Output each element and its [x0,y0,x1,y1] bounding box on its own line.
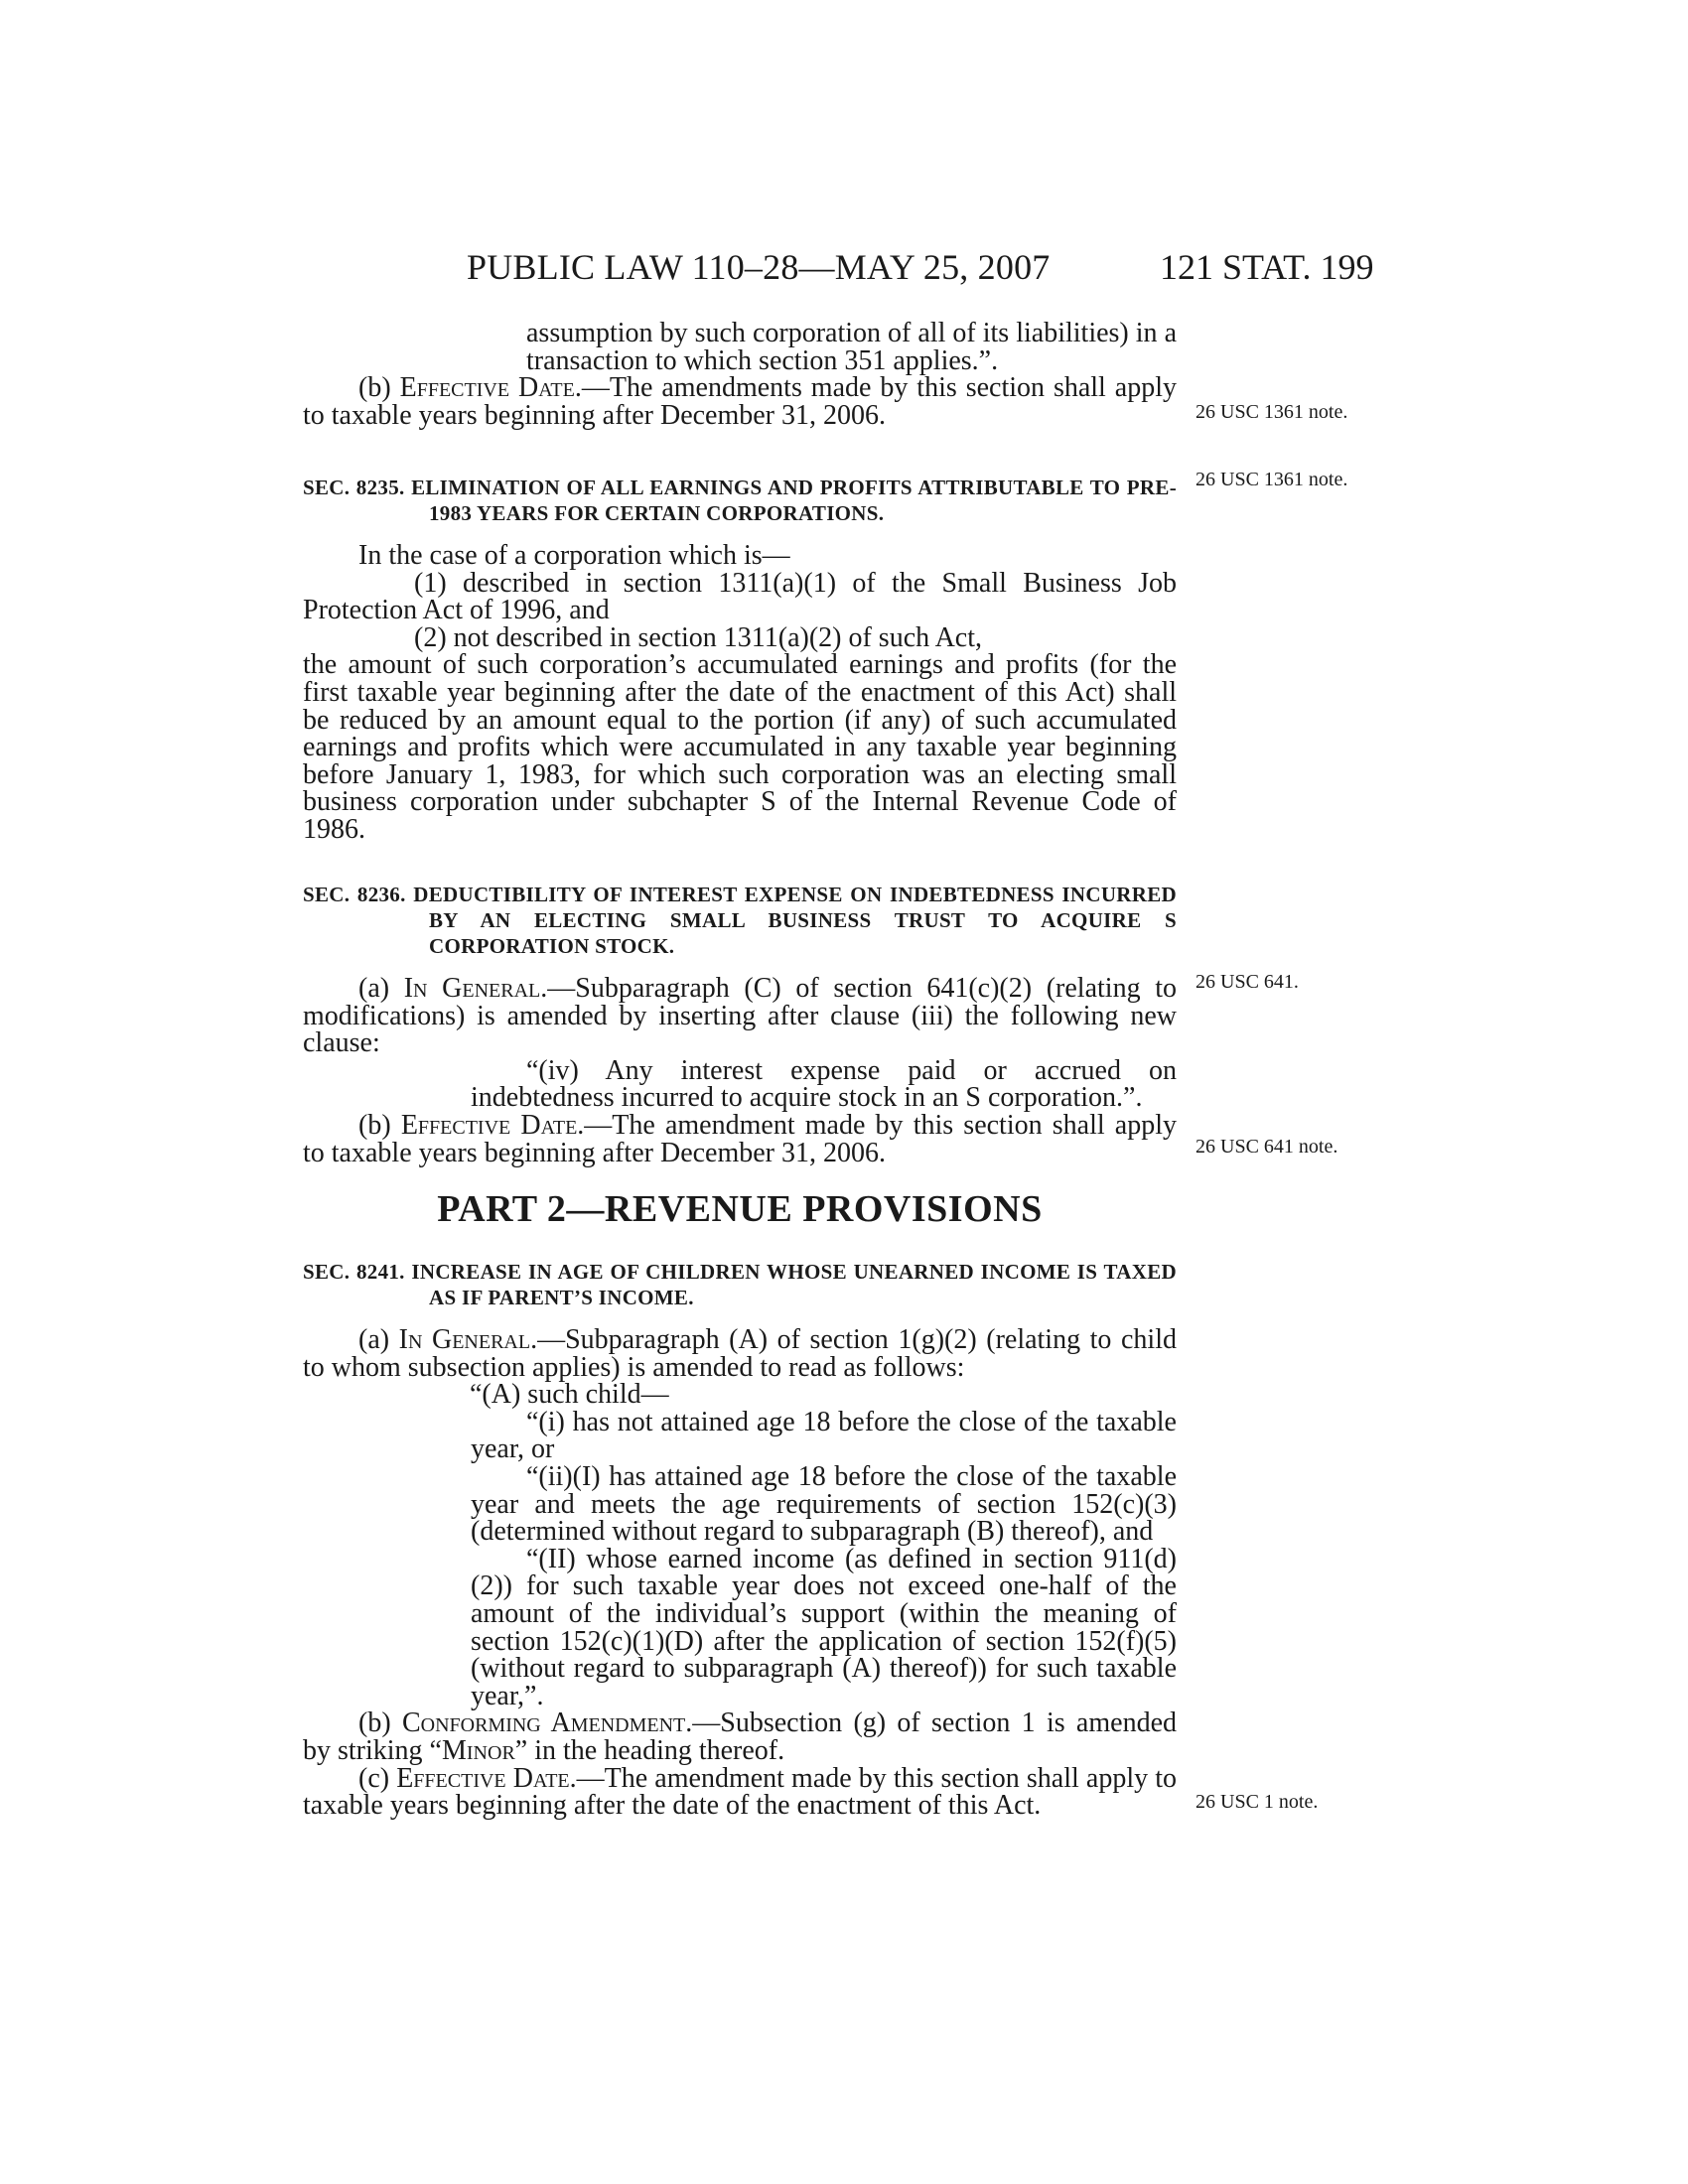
quoted-clause: “(ii)(I) has attained age 18 before the close of the taxable year and meets the age requirements of section 152(c)(3) (determined without regard to subparagraph (B) thereof), and [471,1460,1177,1548]
section-heading: SEC. 8241. INCREASE IN AGE OF CHILDREN WHOSE UNEARNED INCOME IS TAXED AS IF PARENT’S INCOME. [303,1260,1177,1309]
section-heading: SEC. 8236. DEDUCTIBILITY OF INTEREST EXPENSE ON INDEBTEDNESS INCURRED BY AN ELECTING SMALL BUSINESS TRUST TO ACQUIRE S CORPORATION STOCK. [303,883,1177,958]
section-8235 [303,475,1177,844]
margin-note: 26 USC 1361 note. [1196,469,1348,490]
quoted-clause: “(i) has not attained age 18 before the close of the taxable year, or [471,1406,1177,1465]
paragraph: In the case of a corporation which is— [358,540,790,571]
paragraph [303,374,1177,429]
paragraph-text: .—Subparagraph (C) of section 641(c)(2) (relating to modifications) is amended by inserting after clause (iii) the following new clause: [303,973,1177,1059]
paragraph-heading: Conforming Amendment [401,1707,686,1739]
margin-note: 26 USC 1 note. [1196,1791,1319,1813]
part-heading: PART 2—REVENUE PROVISIONS [437,1188,1043,1230]
paragraph [303,1326,1177,1381]
section-8234-tail [303,320,1177,429]
paragraph: (1) described in section 1311(a)(1) of the Small Business Job Protection Act of 1996, and [303,567,1177,626]
paragraph-text: .—Subsection (g) of section 1 is amended by striking “ [303,1707,1177,1766]
section-8236 [303,882,1177,1166]
paragraph-heading: Effective Date [396,1762,570,1794]
paragraph: assumption by such corporation of all of its liabilities) in a transaction to which section 351 applies.”. [526,318,1177,376]
paragraph-heading: In General [403,973,541,1004]
paragraph-label: (a) [358,1324,399,1355]
part-2 [303,1187,1177,1231]
section-heading: SEC. 8235. ELIMINATION OF ALL EARNINGS AND PROFITS ATTRIBUTABLE TO PRE-1983 YEARS FOR CERTAIN CORPORATIONS. [303,476,1177,525]
paragraph-text: .—The amendment made by this section shall apply to taxable years beginning after the date of the enactment of this Act. [303,1762,1178,1822]
paragraph-text: ” in the heading thereof. [514,1734,785,1766]
margin-note: 26 USC 641. [1196,971,1299,993]
paragraph: the amount of such corporation’s accumulated earnings and profits (for the first taxable year beginning after the date of the enactment of this Act) shall be reduced by an amount equal to the portion (if any) of such accumulated earnings and profits which were accumulated in any taxable year beginning before January 1, 1983, for which such corporation was an electing small business corporation under subchapter S of the Internal Revenue Code of 1986. [303,649,1177,845]
paragraph [303,1109,1177,1168]
paragraph-label: (b) [358,1707,402,1739]
paragraph-label: (b) [358,372,400,404]
running-header-stat: 121 STAT. 199 [1160,247,1374,287]
paragraph-text: Minor [442,1734,515,1766]
paragraph [303,1709,1177,1764]
paragraph-label: (a) [358,973,404,1004]
quoted-clause: “(iv) Any interest expense paid or accrued on indebtedness incurred to acquire stock in an S corporation.”. [471,1054,1177,1114]
paragraph-text: .—The amendments made by this section shall apply to taxable years beginning after December 31, 2006. [303,372,1177,431]
quoted-subparagraph: “(A) such child— [470,1379,669,1411]
margin-note: 26 USC 641 note. [1196,1136,1338,1158]
quoted-clause: “(II) whose earned income (as defined in section 911(d)(2)) for such taxable year does not exceed one-half of the amount of the individual’s support (within the meaning of section 152(c)(1)(D) after the application of section 152(f)(5) (without regard to subparagraph (A) thereof)) for such taxable year,”. [471,1543,1177,1711]
paragraph-label: (b) [358,1109,401,1141]
paragraph-label: (c) [358,1762,397,1794]
paragraph-heading: In General [398,1324,531,1355]
paragraph [303,975,1177,1057]
paragraph-heading: Effective Date [399,372,575,404]
section-8241 [303,1259,1177,1820]
paragraph: (2) not described in section 1311(a)(2) of such Act, [414,621,983,653]
margin-note: 26 USC 1361 note. [1196,401,1348,423]
paragraph-text: .—Subparagraph (A) of section 1(g)(2) (relating to child to whom subsection applies) is amended to read as follows: [303,1324,1177,1383]
paragraph [303,1762,1178,1822]
paragraph-heading: Effective Date [400,1109,578,1141]
running-header-title: PUBLIC LAW 110–28—MAY 25, 2007 [467,247,1051,287]
paragraph-text: .—The amendment made by this section shall apply to taxable years beginning after December 31, 2006. [303,1109,1177,1168]
